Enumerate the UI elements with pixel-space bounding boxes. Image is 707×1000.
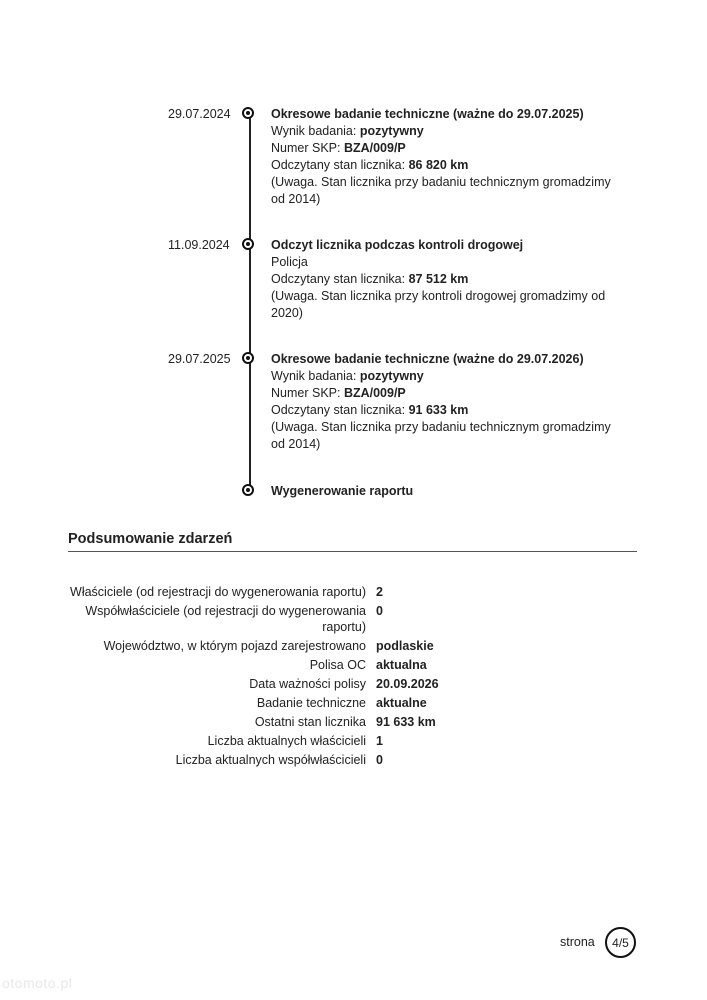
odometer-label: Odczytany stan licznika: bbox=[271, 403, 409, 417]
summary-row bbox=[0, 752, 707, 768]
event-date: 11.09.2024 bbox=[168, 238, 230, 252]
summary-value: aktualne bbox=[376, 696, 427, 710]
result-value: pozytywny bbox=[359, 369, 424, 383]
summary-heading: Podsumowanie zdarzeń bbox=[68, 531, 233, 547]
skp-value: BZA/009/P bbox=[343, 386, 406, 400]
summary-label: Właściciele (od rejestracji do wygenerowania raportu) bbox=[70, 585, 366, 599]
summary-row bbox=[0, 638, 707, 654]
event-date: 29.07.2024 bbox=[168, 107, 231, 121]
event-date: 29.07.2025 bbox=[168, 352, 231, 366]
summary-value: 0 bbox=[376, 604, 383, 618]
page-number-badge bbox=[605, 927, 636, 958]
odometer-label: Odczytany stan licznika: bbox=[271, 272, 409, 286]
summary-label: Ostatni stan licznika bbox=[254, 715, 366, 729]
event-note: (Uwaga. Stan licznika przy badaniu technicznym gromadzimy od 2014) bbox=[271, 420, 611, 451]
summary-table bbox=[0, 584, 707, 771]
summary-row bbox=[0, 657, 707, 673]
event-odometer bbox=[271, 402, 616, 419]
summary-label: Badanie techniczne bbox=[256, 696, 366, 710]
timeline-marker-icon bbox=[242, 238, 254, 250]
result-label: Wynik badania: bbox=[271, 369, 360, 383]
result-value: pozytywny bbox=[359, 124, 424, 138]
event-skp bbox=[271, 385, 616, 402]
summary-divider bbox=[68, 551, 637, 552]
event-title: Wygenerowanie raportu bbox=[271, 484, 414, 498]
summary-row bbox=[0, 733, 707, 749]
event-source: Policja bbox=[271, 255, 308, 269]
summary-row bbox=[0, 676, 707, 692]
event-title: Odczyt licznika podczas kontroli drogowej bbox=[271, 238, 524, 252]
odometer-value: 87 512 km bbox=[408, 272, 469, 286]
summary-label: Data ważności polisy bbox=[249, 677, 366, 691]
timeline-marker-icon bbox=[242, 484, 254, 496]
event-result bbox=[271, 368, 616, 385]
event-details bbox=[271, 237, 616, 322]
event-skp bbox=[271, 140, 616, 157]
summary-value: 0 bbox=[376, 753, 383, 767]
timeline-marker-icon bbox=[242, 107, 254, 119]
summary-label: Województwo, w którym pojazd zarejestrowano bbox=[103, 639, 366, 653]
event-odometer bbox=[271, 271, 616, 288]
summary-label: Liczba aktualnych właścicieli bbox=[207, 734, 366, 748]
summary-label: Liczba aktualnych współwłaścicieli bbox=[175, 753, 366, 767]
odometer-value: 86 820 km bbox=[408, 158, 469, 172]
event-title: Okresowe badanie techniczne (ważne do 29.07.2025) bbox=[271, 107, 584, 121]
summary-value: 1 bbox=[376, 734, 383, 748]
watermark: otomoto.pl bbox=[2, 975, 73, 991]
summary-label: Współwłaściciele (od rejestracji do wygenerowania raportu) bbox=[85, 604, 366, 634]
summary-row bbox=[0, 584, 707, 600]
result-label: Wynik badania: bbox=[271, 124, 360, 138]
summary-row bbox=[0, 603, 707, 635]
skp-label: Numer SKP: bbox=[271, 386, 344, 400]
event-details bbox=[271, 351, 616, 453]
page-label: strona bbox=[560, 935, 595, 949]
event-title: Okresowe badanie techniczne (ważne do 29.07.2026) bbox=[271, 352, 584, 366]
summary-value: podlaskie bbox=[376, 639, 434, 653]
odometer-label: Odczytany stan licznika: bbox=[271, 158, 409, 172]
summary-row bbox=[0, 695, 707, 711]
odometer-value: 91 633 km bbox=[408, 403, 469, 417]
summary-value: 20.09.2026 bbox=[376, 677, 439, 691]
skp-value: BZA/009/P bbox=[343, 141, 406, 155]
skp-label: Numer SKP: bbox=[271, 141, 344, 155]
event-odometer bbox=[271, 157, 616, 174]
page-number: 4/5 bbox=[612, 935, 629, 950]
summary-row bbox=[0, 714, 707, 730]
event-note: (Uwaga. Stan licznika przy badaniu technicznym gromadzimy od 2014) bbox=[271, 175, 611, 206]
summary-value: 91 633 km bbox=[376, 715, 436, 729]
event-note: (Uwaga. Stan licznika przy kontroli drogowej gromadzimy od 2020) bbox=[271, 289, 606, 320]
summary-value: 2 bbox=[376, 585, 383, 599]
summary-label: Polisa OC bbox=[309, 658, 366, 672]
timeline-line bbox=[249, 114, 251, 491]
event-details bbox=[271, 483, 616, 500]
event-result bbox=[271, 123, 616, 140]
event-details bbox=[271, 106, 616, 208]
timeline-marker-icon bbox=[242, 352, 254, 364]
summary-value: aktualna bbox=[376, 658, 427, 672]
